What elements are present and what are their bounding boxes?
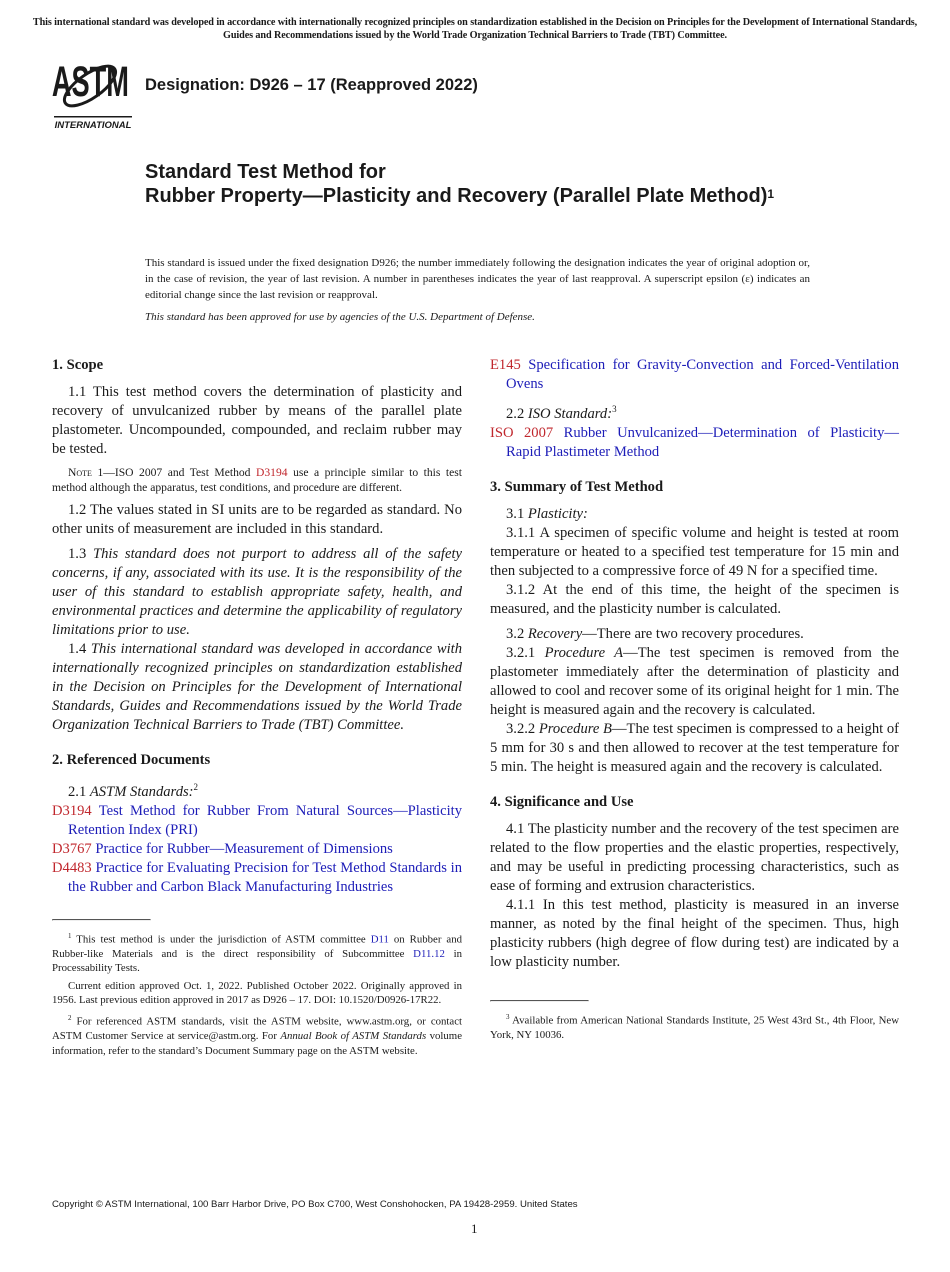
copyright-notice: Copyright © ASTM International, 100 Barr Harbor Drive, PO Box C700, West Conshohocken, PA 19428-2959. United States <box>52 1199 578 1210</box>
link-d3194-note[interactable]: D3194 <box>256 466 288 479</box>
ref-d3767[interactable]: D3767 Practice for Rubber—Measurement of Dimensions <box>52 840 393 857</box>
paragraph-3-2-1: 3.2.1 Procedure A—The test specimen is removed from the plastometer immediately after the determination of plasticity and allowed to cool and recover some of its original height for 1 min. The height is measured again and the recovery is calculated. <box>490 644 899 718</box>
title-line-2: Rubber Property—Plasticity and Recovery (Parallel Plate Method)$^1$ <box>145 185 775 207</box>
left-column <box>52 356 462 1061</box>
ref-e145[interactable]: E145 Specification for Gravity-Convection and Forced-Ventilation Ovens <box>490 357 899 392</box>
title-footnote-mark: 1 <box>767 187 775 201</box>
ref-iso-2007[interactable]: ISO 2007 Rubber Unvulcanized—Determination of Plasticity—Rapid Plastimeter Method <box>490 424 899 460</box>
paragraph-4-1-1: 4.1.1 In this test method, plasticity is measured in an inverse manner, as noted by the final height of the specimen. Thus, high plasticity rubbers (high degree of flow during test) are indicated by a low plasticity number. <box>490 896 899 970</box>
section-heading-scope: 1. Scope <box>52 357 104 373</box>
page-number: 1 <box>471 1221 478 1236</box>
link-d11-12[interactable]: D11.12 <box>413 947 445 960</box>
section-heading-referenced: 2. Referenced Documents <box>52 752 211 768</box>
title-line-1: Standard Test Method for <box>145 161 386 183</box>
paragraph-3-1-2: 3.1.2 At the end of this time, the height of the specimen is measured, and the plasticity number is calculated. <box>490 581 899 617</box>
document-title <box>145 160 845 208</box>
paragraph-1-1: 1.1 This test method covers the determination of plasticity and recovery of unvulcanized rubber by means of the parallel plate plastometer. Uncompounded, compounded, and reclaim rubber may be tested. <box>52 384 462 457</box>
section-heading-significance: 4. Significance and Use <box>490 793 634 810</box>
note-1: Note 1—ISO 2007 and Test Method D3194 use a principle similar to this test method although the apparatus, test conditions, and procedure are different. <box>52 466 462 494</box>
paragraph-3-1-1: 3.1.1 A specimen of specific volume and height is tested at room temperature or heated to a specified test temperature for 15 min and then subjected to a compressive force of 49 N for a specified time. <box>490 524 899 579</box>
astm-logo-icon <box>52 56 134 134</box>
section-heading-summary: 3. Summary of Test Method <box>490 478 664 495</box>
paragraph-3-2-2: 3.2.2 Procedure B—The test specimen is compressed to a height of 5 mm for 30 s and then allowed to recover at the test temperature for 5 min. The height is measured again and the recovery is calculated. <box>490 720 900 775</box>
edition-info: Current edition approved Oct. 1, 2022. Published October 2022. Originally approved in 1956. Last previous edition approved in 2017 as D926 – 17. DOI: 10.1520/D0926-17R22. <box>52 979 462 1007</box>
issuance-statement: This standard is issued under the fixed designation D926; the number immediately following the designation indicates the year of original adoption or, in the case of revision, the year of last revision. A number in parentheses indicates the year of last reapproval. A superscript epsilon (ε) indicates an editorial change since the last revision or reapproval. <box>145 257 810 301</box>
designation: Designation: D926 – 17 (Reapproved 2022) <box>145 76 478 94</box>
ref-d4483[interactable]: D4483 Practice for Evaluating Precision for Test Method Standards in the Rubber and Carbon Black Manufacturing Industries <box>52 859 462 895</box>
paragraph-1-4: 1.4 This international standard was developed in accordance with internationally recognized principles on standardization established in the Decision on Principles for the Development of International Standards, Guides and Recommendations issued by the World Trade Organization Technical Barriers to Trade (TBT) Committee. <box>52 641 463 733</box>
footnote-2: $^2$ For referenced ASTM standards, visit the ASTM website, www.astm.org, or contact ASTM Customer Service at service@astm.org. For Annual Book of ASTM Standards volume information, refer to the standard’s Document Summary page on the ASTM website. <box>52 1013 462 1057</box>
svg-text:ASTM: ASTM <box>52 57 129 106</box>
paragraph-3-1: 3.1 Plasticity: <box>506 505 588 522</box>
footnote-1: $^1$ This test method is under the jurisdiction of ASTM committee D11 on Rubber and Rubber-like Materials and is the direct responsibility of Subcommittee D11.12 in Processability Tests. <box>52 931 462 975</box>
ref-d3194[interactable]: D3194 Test Method for Rubber From Natural Sources—Plasticity Retention Index (PRI) <box>52 802 462 838</box>
paragraph-1-2: 1.2 The values stated in SI units are to be regarded as standard. No other units of measurement are included in this standard. <box>52 502 462 537</box>
iso-standard-subhead: 2.2 ISO Standard:$^3$ <box>506 404 617 422</box>
footnote-3: $^3$ Available from American National Standards Institute, 25 West 43rd St., 4th Floor, New York, NY 10036. <box>490 1012 899 1041</box>
paragraph-3-2: 3.2 Recovery—There are two recovery procedures. <box>506 625 804 642</box>
astm-logo <box>52 56 134 134</box>
header-notice: This international standard was developed in accordance with internationally recognized principles on standardization established in the Decision on Principles for the Development of International Standards, Guides and Recommendations issued by the World Trade Organization Technical Barriers to Trade (TBT) Committee. <box>32 17 918 41</box>
dod-statement: This standard has been approved for use by agencies of the U.S. Department of Defense. <box>145 311 535 323</box>
link-d11[interactable]: D11 <box>370 933 389 946</box>
astm-standards-subhead: 2.1 ASTM Standards:$^2$ <box>68 782 199 800</box>
paragraph-1-3: 1.3 This standard does not purport to address all of the safety concerns, if any, associated with its use. It is the responsibility of the user of this standard to establish appropriate safety, health, and environmental practices and determine the applicability of regulatory limitations prior to use. <box>52 546 462 638</box>
right-column <box>490 356 899 1045</box>
svg-text:INTERNATIONAL: INTERNATIONAL <box>54 120 132 131</box>
paragraph-4-1: 4.1 The plasticity number and the recovery of the test specimen are related to the flow properties and the elastic properties, respectively, and may be useful in predicting processing characteristics, such as ease of forming and extrusion characteristics. <box>490 820 899 894</box>
